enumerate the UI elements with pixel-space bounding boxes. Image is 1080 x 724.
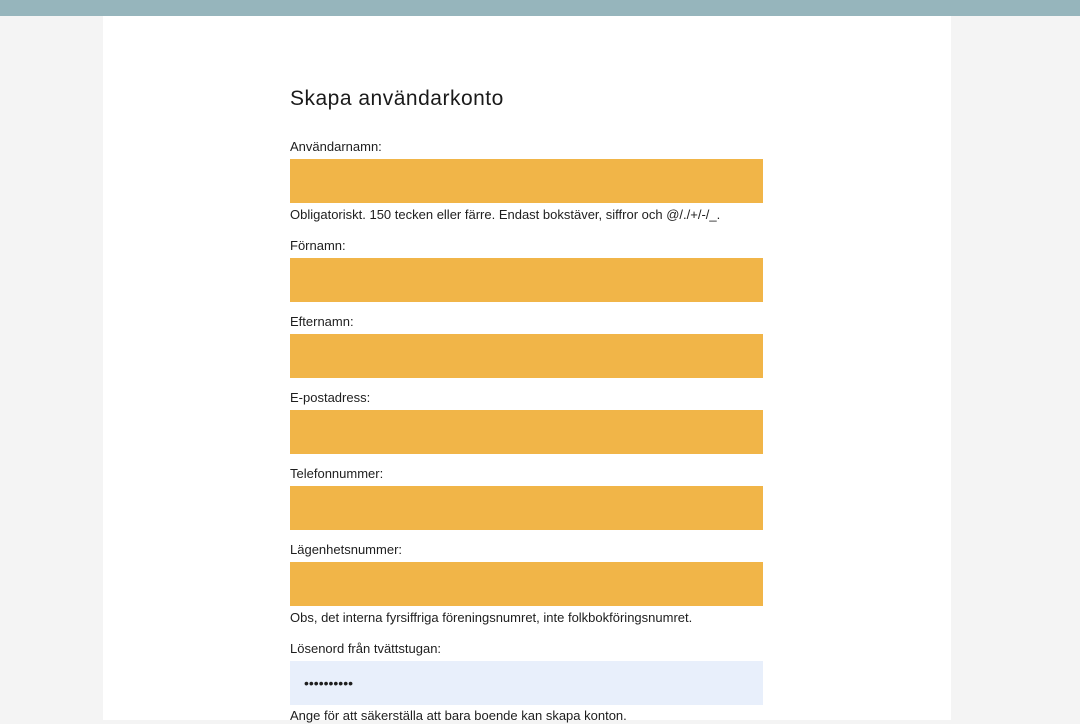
laundry-password-label: Lösenord från tvättstugan:	[290, 641, 442, 656]
apartment-number-help-text: Obs, det interna fyrsiffriga föreningsnumret, inte folkbokföringsnumret.	[290, 610, 693, 625]
last-name-input[interactable]	[290, 334, 763, 378]
page-title: Skapa användarkonto	[290, 87, 504, 110]
phone-label: Telefonnummer:	[290, 466, 384, 481]
username-label: Användarnamn:	[290, 139, 382, 154]
email-input[interactable]	[290, 410, 763, 454]
first-name-input[interactable]	[290, 258, 763, 302]
apartment-number-input[interactable]	[290, 562, 763, 606]
username-input[interactable]	[290, 159, 763, 203]
username-help-text: Obligatoriskt. 150 tecken eller färre. Endast bokstäver, siffror och @/./+/-/_.	[290, 207, 721, 222]
laundry-password-input[interactable]	[290, 661, 763, 705]
last-name-label: Efternamn:	[290, 314, 354, 329]
first-name-label: Förnamn:	[290, 238, 346, 253]
page-content	[103, 16, 951, 723]
top-navigation-bar	[0, 0, 1080, 16]
laundry-password-help-text: Ange för att säkerställa att bara boende kan skapa konton.	[290, 708, 627, 723]
apartment-number-label: Lägenhetsnummer:	[290, 542, 403, 557]
email-label: E-postadress:	[290, 390, 371, 405]
phone-input[interactable]	[290, 486, 763, 530]
